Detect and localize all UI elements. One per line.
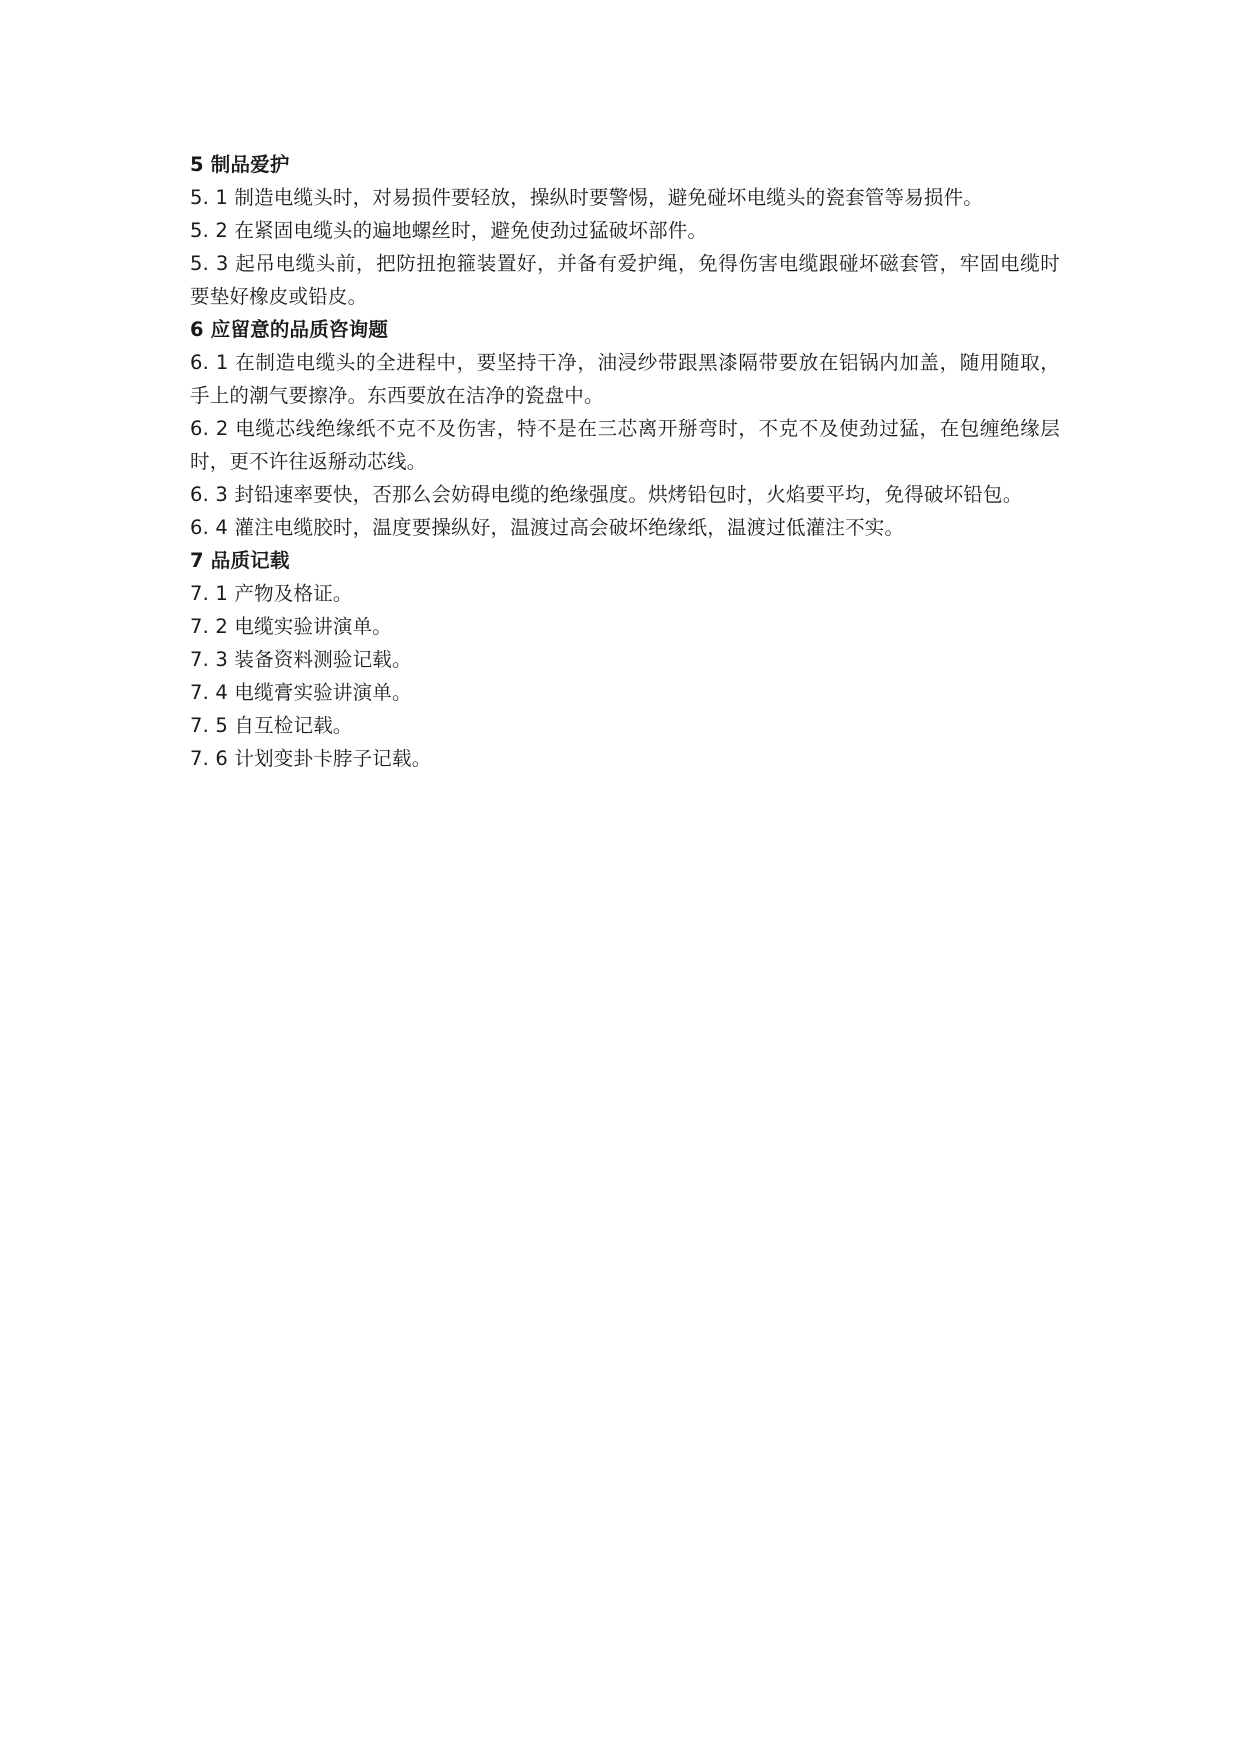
list-item: 7. 2 电缆实验讲演单。 [190, 615, 393, 638]
section-6 [190, 313, 1060, 544]
paragraph: 6. 3 封铅速率要快，否那么会妨碍电缆的绝缘强度。烘烤铅包时，火焰要平均，免得破坏铅包。 [190, 483, 1023, 506]
paragraph: 6. 1 在制造电缆头的全进程中，要坚持干净，油浸纱带跟黑漆隔带要放在铝锅内加盖，随用随取，手上的潮气要擦净。东西要放在洁净的瓷盘中。 [190, 351, 1060, 407]
list-item: 7. 4 电缆膏实验讲演单。 [190, 681, 412, 704]
list-item: 7. 6 计划变卦卡脖子记载。 [190, 747, 432, 770]
paragraph: 5. 1 制造电缆头时，对易损件要轻放，操纵时要警惕，避免碰坏电缆头的瓷套管等易损件。 [190, 186, 984, 209]
section-heading: 5 制品爱护 [190, 153, 290, 176]
document-body [190, 148, 1060, 775]
section-heading: 7 品质记载 [190, 549, 290, 572]
list-item: 7. 3 装备资料测验记载。 [190, 648, 412, 671]
paragraph: 6. 4 灌注电缆胶时，温度要操纵好，温渡过高会破坏绝缘纸，温渡过低灌注不实。 [190, 516, 905, 539]
paragraph: 5. 2 在紧固电缆头的遍地螺丝时，避免使劲过猛破坏部件。 [190, 219, 708, 242]
section-heading: 6 应留意的品质咨询题 [190, 318, 389, 341]
list-item: 7. 1 产物及格证。 [190, 582, 353, 605]
section-7 [190, 544, 1060, 775]
list-item: 7. 5 自互检记载。 [190, 714, 353, 737]
paragraph: 5. 3 起吊电缆头前，把防扭抱箍装置好，并备有爱护绳，免得伤害电缆跟碰坏磁套管，牢固电缆时要垫好橡皮或铅皮。 [190, 252, 1060, 308]
section-5 [190, 148, 1060, 313]
paragraph: 6. 2 电缆芯线绝缘纸不克不及伤害，特不是在三芯离开掰弯时，不克不及使劲过猛，在包缠绝缘层时，更不许往返掰动芯线。 [190, 417, 1060, 473]
